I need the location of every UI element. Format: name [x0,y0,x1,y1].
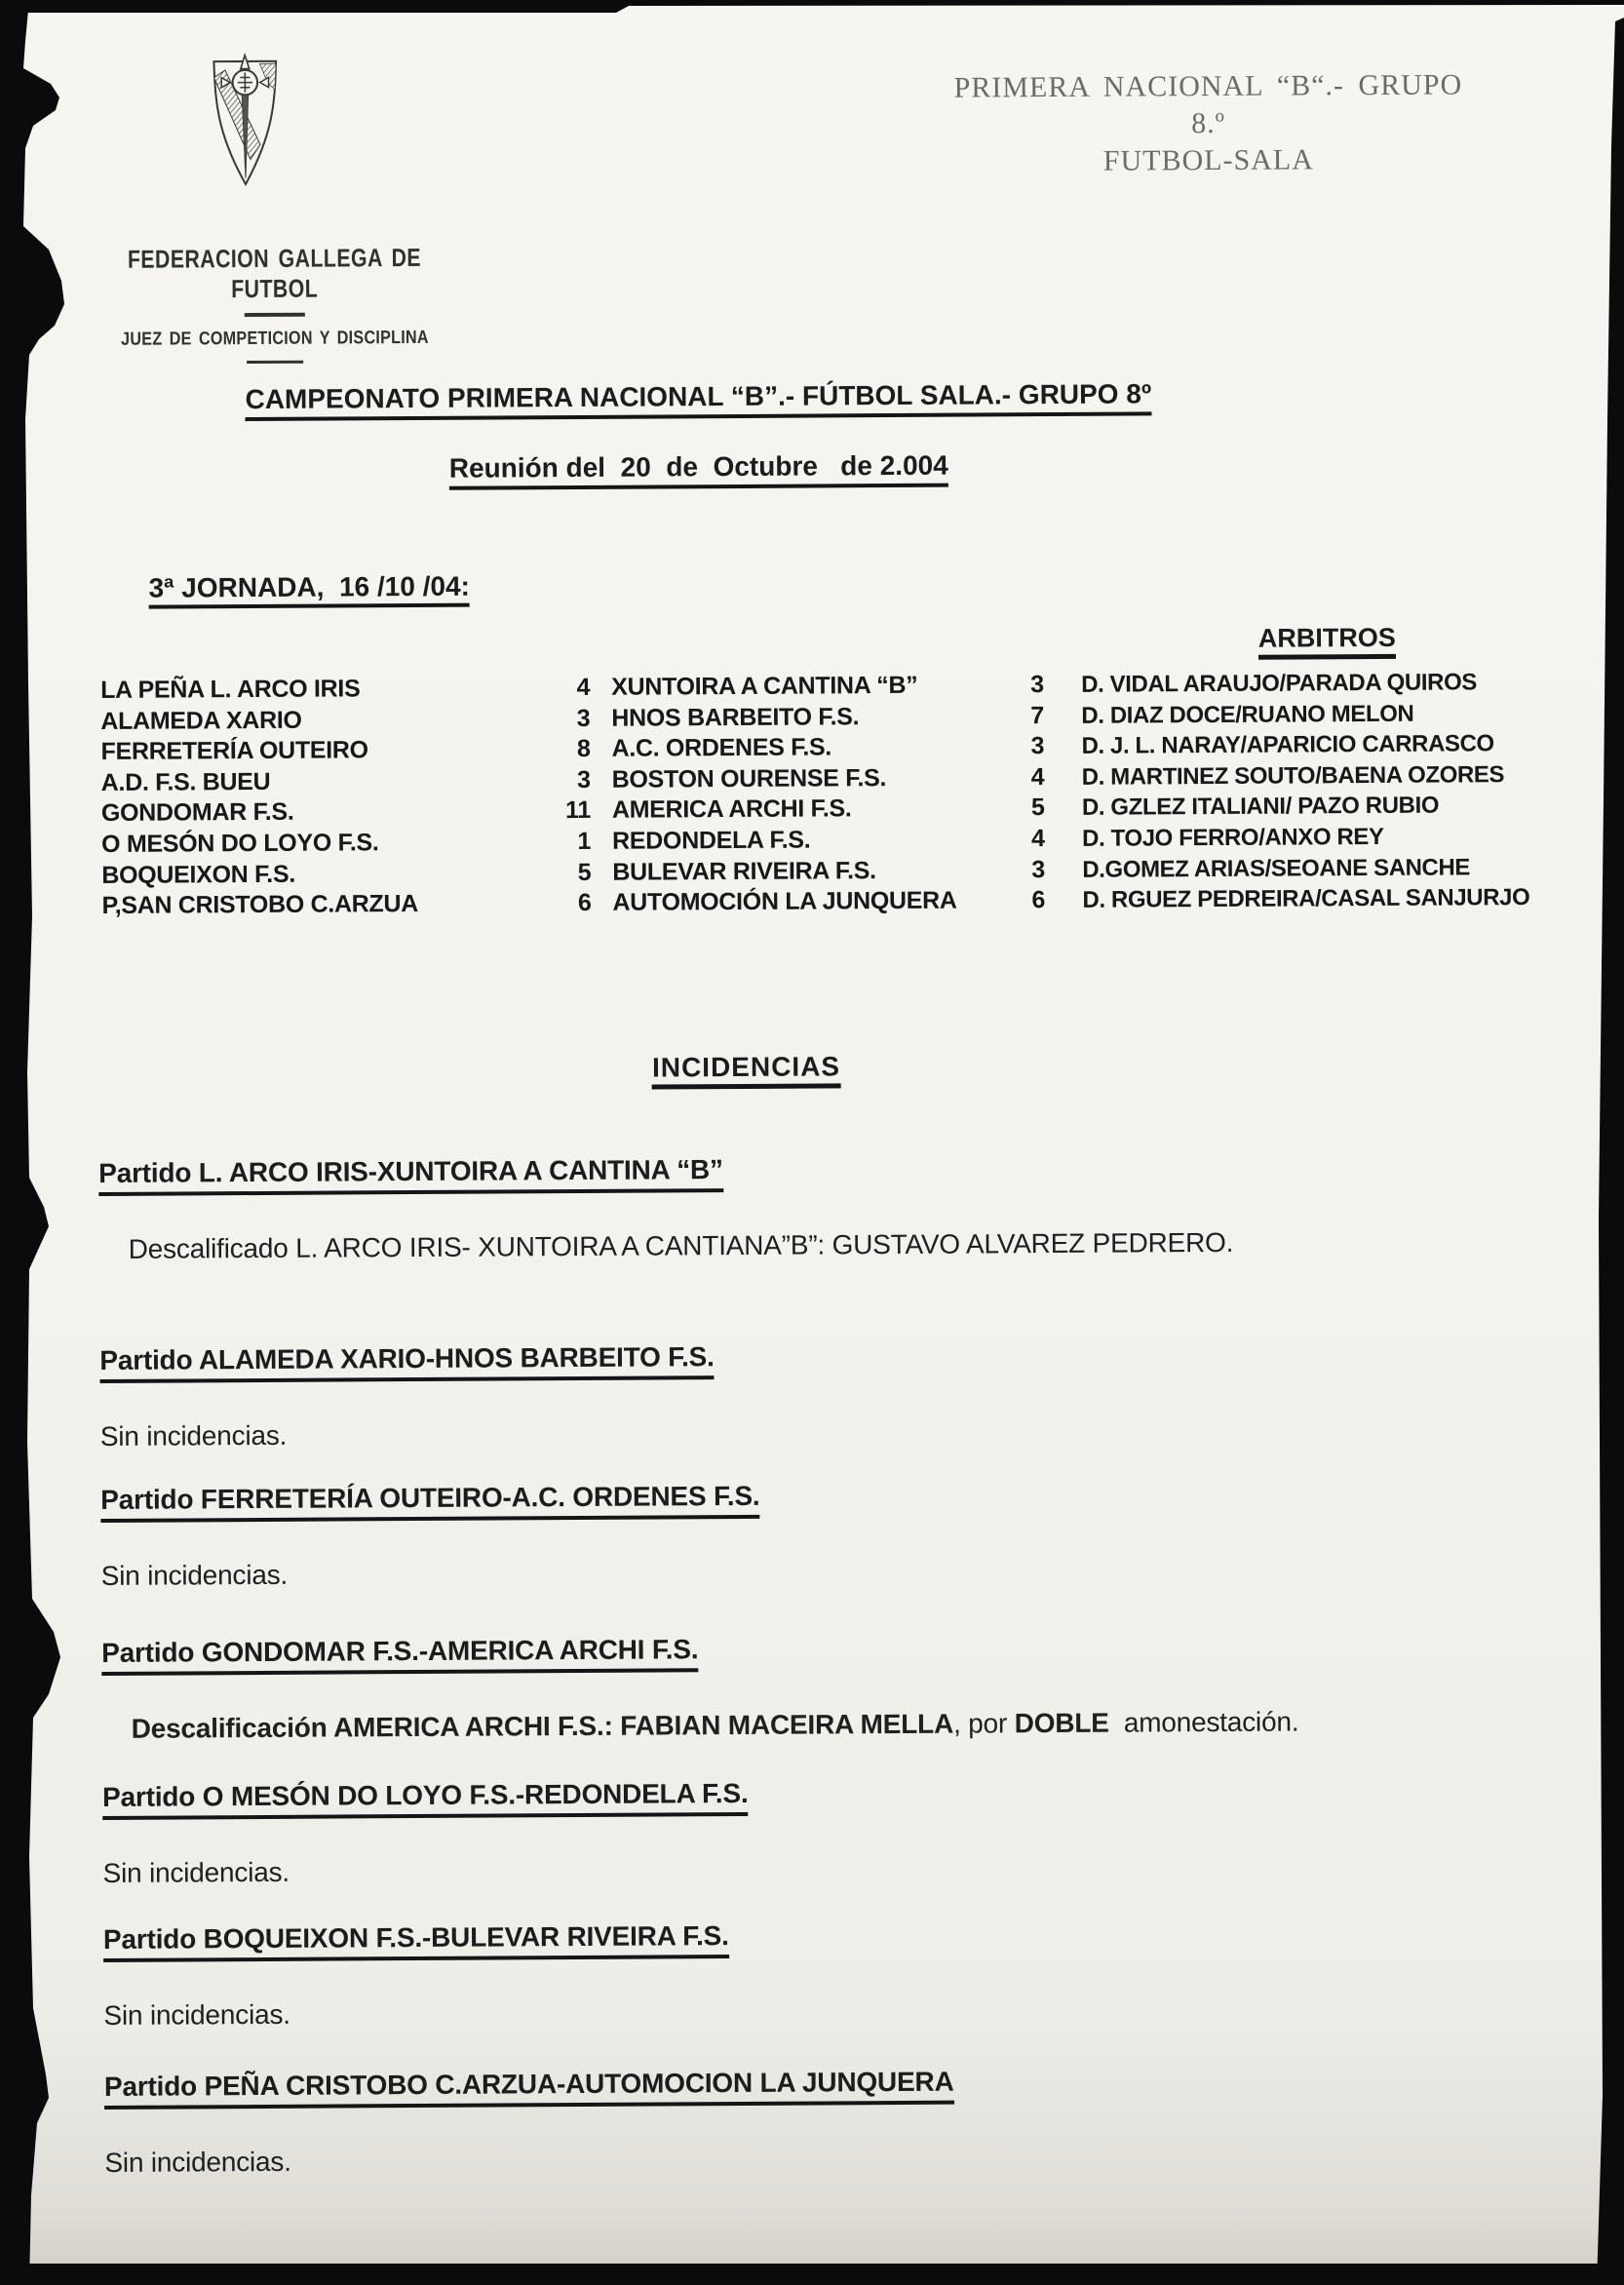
home-team: LA PEÑA L. ARCO IRIS [100,675,361,704]
incident-body-segment: Sin incidencias. [103,1998,290,2031]
incident-body-segment: Sin incidencias. [104,2146,291,2178]
competition-line1: PRIMERA NACIONAL “B“.- GRUPO 8.º [953,68,1463,140]
incident-body-segment: amonestación. [1108,1706,1299,1738]
incident-body-segment: Descalificación AMERICA ARCHI F.S.: FABIAN MACEIRA MELLA [131,1708,954,1744]
away-team: A.C. ORDENES F.S. [611,733,832,762]
match-referees: D. MARTINEZ SOUTO/BAENA OZORES [1081,760,1505,791]
away-team: BOSTON OURENSE F.S. [611,763,887,794]
home-score: 11 [564,796,592,825]
match-referees: D. RGUEZ PEDREIRA/CASAL SANJURJO [1082,884,1530,913]
home-score: 6 [577,889,592,917]
incident-body [129,1225,1542,1265]
home-score: 3 [576,704,591,732]
referees-heading-row [1258,623,1396,654]
competition-line2: FUTBOL-SALA [1102,143,1314,177]
away-score: 3 [1030,671,1044,699]
home-score: 1 [577,827,592,855]
match-referees: D. TOJO FERRO/ANXO REY [1082,823,1384,852]
home-team: FERRETERÍA OUTEIRO [100,736,368,766]
letterhead [90,243,459,365]
letterhead-rule-2 [247,361,303,364]
federation-name: FEDERACION GALLEGA DE FUTBOL [127,242,422,304]
incident-heading: Partido L. ARCO IRIS-XUNTOIRA A CANTINA “B” [98,1154,723,1196]
incidents-heading-row [97,1048,1394,1087]
doc-title: CAMPEONATO PRIMERA NACIONAL “B”.- FÚTBOL SALA.- GRUPO 8º [245,378,1151,421]
home-team: O MESÓN DO LOYO F.S. [101,829,379,858]
home-score: 4 [576,673,591,701]
competition-header [935,66,1482,180]
home-team: GONDOMAR F.S. [100,798,294,828]
match-referees: D. VIDAL ARAUJO/PARADA QUIROS [1081,669,1477,698]
incident-body-segment: Sin incidencias. [100,1559,289,1591]
doc-title-row [94,377,1302,416]
incident-section [102,1773,1546,1889]
incident-section [104,2063,1548,2179]
home-team: ALAMEDA XARIO [100,706,302,735]
away-score: 3 [1031,855,1045,883]
incident-body [132,1705,1545,1745]
incident-body [101,1552,1544,1592]
matchday-heading: 3ª JORNADA, 16 /10 /04: [148,571,470,609]
incident-heading: Partido GONDOMAR F.S.-AMERICA ARCHI F.S. [101,1634,698,1676]
incident-body [103,1992,1546,2032]
incident-heading: Partido O MESÓN DO LOYO F.S.-REDONDELA F.S. [102,1778,749,1820]
away-score: 4 [1031,825,1045,853]
home-score: 3 [577,765,591,794]
away-team: AUTOMOCIÓN LA JUNQUERA [612,886,957,916]
away-team: REDONDELA F.S. [612,826,811,855]
home-team: BOQUEIXON F.S. [101,860,296,889]
away-score: 6 [1031,886,1046,914]
incident-heading: Partido FERRETERÍA OUTEIRO-A.C. ORDENES F.S. [100,1481,759,1523]
matchday-heading-row [148,571,470,604]
away-team: AMERICA ARCHI F.S. [611,794,852,825]
incident-body [104,2139,1547,2179]
incident-section [101,1629,1545,1745]
away-team: HNOS BARBEITO F.S. [611,702,860,732]
department-name: JUEZ DE COMPETICION Y DISCIPLINA [121,327,429,350]
away-score: 4 [1030,762,1045,791]
incident-section [103,1916,1547,2032]
incident-body [102,1849,1545,1889]
results-table [100,667,1535,922]
home-team: A.D. F.S. BUEU [100,767,271,796]
match-referees: D. DIAZ DOCE/RUANO MELON [1081,700,1414,729]
away-team: XUNTOIRA A CANTINA “B” [611,671,918,701]
incidents-heading: INCIDENCIAS [652,1051,840,1089]
incident-body [100,1413,1543,1452]
home-team: P,SAN CRISTOBO C.ARZUA [101,890,419,920]
letterhead-rule [245,313,305,317]
away-score: 5 [1030,794,1045,822]
incident-heading: Partido ALAMEDA XARIO-HNOS BARBEITO F.S. [99,1341,715,1383]
away-team: BULEVAR RIVEIRA F.S. [612,856,876,886]
incident-heading: Partido BOQUEIXON F.S.-BULEVAR RIVEIRA F.S. [103,1920,729,1962]
incident-heading: Partido PEÑA CRISTOBO C.ARZUA-AUTOMOCION LA JUNQUERA [104,2067,954,2110]
incident-section [100,1476,1544,1592]
incident-section [98,1149,1542,1265]
incident-section [99,1336,1543,1452]
away-score: 3 [1030,732,1045,760]
match-referees: D.GOMEZ ARIAS/SEOANE SANCHE [1082,853,1471,883]
incident-body-segment: Sin incidencias. [99,1419,288,1452]
away-score: 7 [1030,701,1045,729]
home-score: 5 [577,858,592,886]
meeting-date-row [95,447,1303,486]
meeting-date: Reunión del 20 de Octubre de 2.004 [449,450,948,490]
incident-body-segment: DOBLE [1014,1707,1109,1739]
match-referees: D. GZLEZ ITALIANI/ PAZO RUBIO [1081,792,1440,822]
federation-crest-logo [206,53,285,189]
match-referees: D. J. L. NARAY/APARICIO CARRASCO [1081,730,1494,760]
incident-body-segment: , por [952,1708,1015,1739]
home-score: 8 [576,735,591,763]
incident-body-segment: Descalificado L. ARCO IRIS- XUNTOIRA A CANTIANA”B”: GUSTAVO ALVAREZ PEDRERO. [128,1226,1234,1264]
incident-body-segment: Sin incidencias. [102,1856,290,1888]
referees-heading: ARBITROS [1258,623,1396,660]
